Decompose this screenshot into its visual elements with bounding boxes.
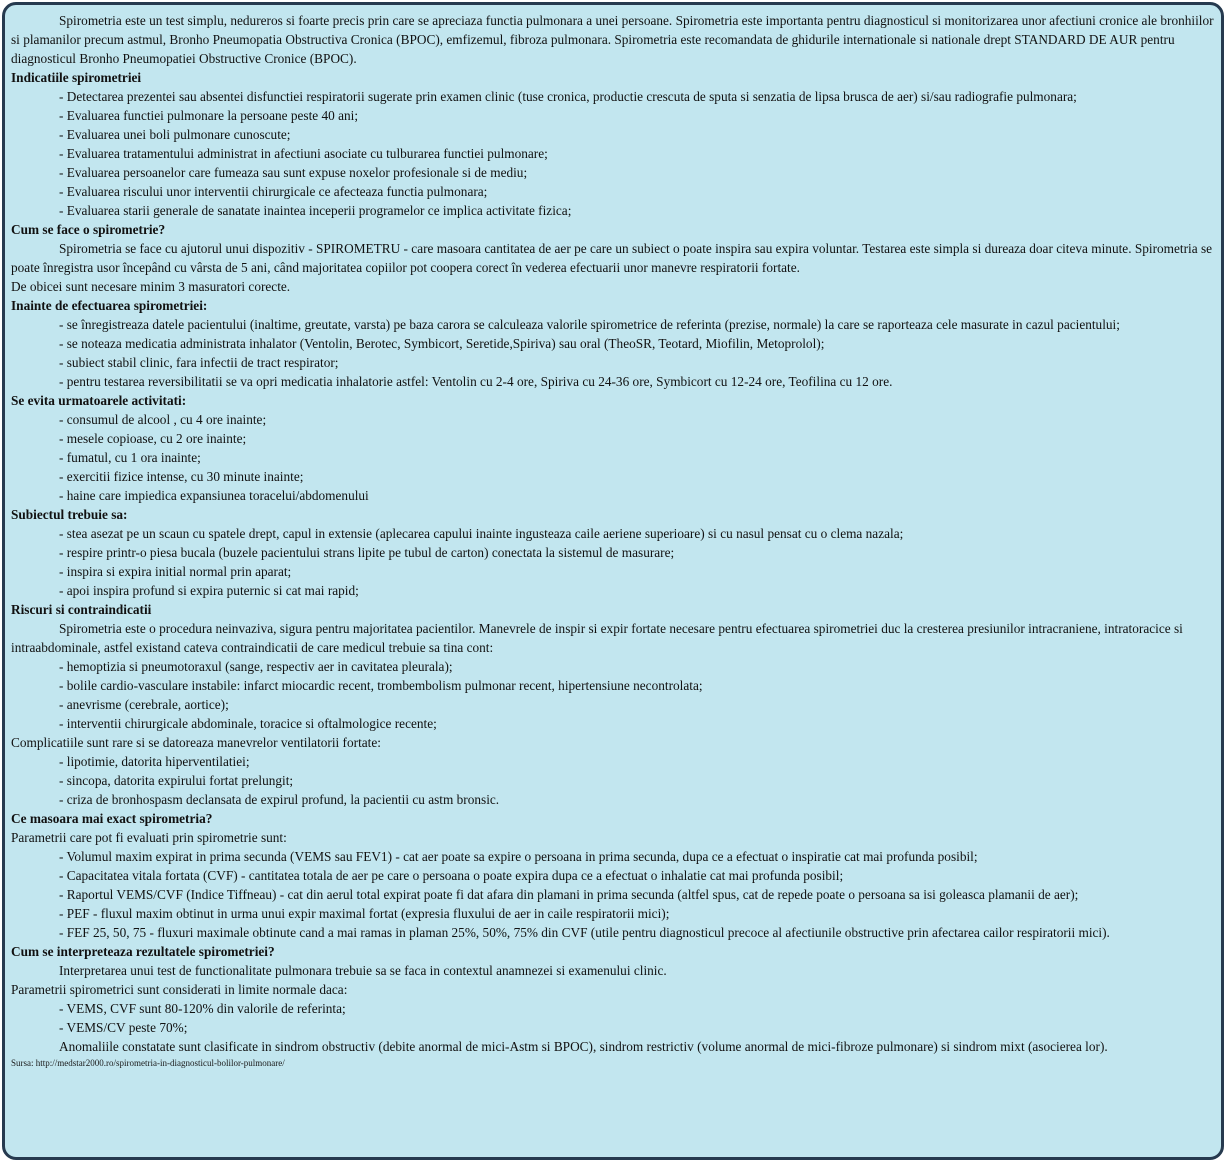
list-item: - Evaluarea tratamentului administrat in afectiuni asociate cu tulburarea functiei pulmonare;	[59, 146, 548, 161]
list-item: - VEMS, CVF sunt 80-120% din valorile de referinta;	[59, 1001, 346, 1016]
list-item: - Evaluarea unei boli pulmonare cunoscute;	[59, 127, 291, 142]
list-subiectul	[11, 524, 1215, 600]
heading-se-evita: Se evita urmatoarele activitati:	[11, 393, 187, 408]
list-se-evita	[11, 410, 1215, 505]
list-item: - Capacitatea vitala fortata (CVF) - cantitatea totala de aer pe care o persoana o poate expira dupa ce a efectuat o inhalatie cat mai profunda posibil;	[59, 868, 844, 883]
article-content	[11, 11, 1215, 1070]
list-item: - Volumul maxim expirat in prima secunda (VEMS sau FEV1) - cat aer poate sa expire o persoana in prima secunda, dupa ce a efectuat o inspiratie cat mai profunda posibil;	[59, 849, 978, 864]
source-citation: Sursa: http://medstar2000.ro/spirometria-in-diagnosticul-bolilor-pulmonare/	[11, 1058, 285, 1068]
list-item: - criza de bronhospasm declansata de expirul profund, la pacientii cu astm bronsic.	[59, 792, 500, 807]
list-item: - bolile cardio-vasculare instabile: infarct miocardic recent, trombembolism pulmonar recent, hipertensiune necontrolata;	[59, 678, 703, 693]
list-item: - Evaluarea starii generale de sanatate inaintea inceperii programelor ce implica activitate fizica;	[59, 203, 572, 218]
list-item: - Evaluarea riscului unor interventii chirurgicale ce afecteaza functia pulmonara;	[59, 184, 488, 199]
interpreteaza-paragraph: Interpretarea unui test de functionalitate pulmonara trebuie sa se faca in contextul anamnezei si examenului clinic.	[59, 963, 667, 978]
list-item: - mesele copioase, cu 2 ore inainte;	[59, 431, 247, 446]
heading-inainte: Inainte de efectuarea spirometriei:	[11, 298, 208, 313]
list-inainte	[11, 315, 1215, 391]
heading-indicatii: Indicatiile spirometriei	[11, 70, 142, 85]
list-item: - FEF 25, 50, 75 - fluxuri maximale obtinute cand a mai ramas in plaman 25%, 50%, 75% din CVF (utile pentru diagnosticul precoce al afectiunile obstructive prin afectarea cailor respiratorii mici).	[59, 925, 1110, 940]
heading-cum-se-face: Cum se face o spirometrie?	[11, 222, 166, 237]
complicatii-intro: Complicatiile sunt rare si se datoreaza manevrelor ventilatorii fortate:	[11, 735, 381, 750]
list-limite-normale	[11, 999, 1215, 1037]
list-item: - apoi inspira profund si expira puternic si cat mai rapid;	[59, 583, 359, 598]
cum-se-face-paragraph: Spirometria se face cu ajutorul unui dispozitiv - SPIROMETRU - care masoara cantitatea de aer pe care un subiect o poate inspira sau expira voluntar. Testarea este simpla si dureaza doar citeva minute. Spirometria se poate înregistra usor începând cu vârsta de 5 ani, când majoritatea copiilor pot coopera corect în vederea efectuarii unor manevre respiratorii fortate.	[11, 241, 1213, 275]
list-item: - Detectarea prezentei sau absentei disfunctiei respiratorii sugerate prin examen clinic (tuse cronica, productie crescuta de sputa si senzatia de lipsa brusca de aer) si/sau radiografie pulmonara;	[59, 89, 1077, 104]
list-parametri	[11, 847, 1215, 942]
list-item: - subiect stabil clinic, fara infectii de tract respirator;	[59, 355, 339, 370]
heading-subiectul: Subiectul trebuie sa:	[11, 507, 128, 522]
list-item: - hemoptizia si pneumotoraxul (sange, respectiv aer in cavitatea pleurala);	[59, 659, 453, 674]
heading-masoara: Ce masoara mai exact spirometria?	[11, 811, 213, 826]
list-item: - se înregistreaza datele pacientului (inaltime, greutate, varsta) pe baza carora se calculeaza valorile spirometrice de referinta (prezise, normale) la care se raporteaza cele masurate in cazul pacientului;	[59, 317, 1120, 332]
list-item: - se noteaza medicatia administrata inhalator (Ventolin, Berotec, Symbicort, Seretide,Spiriva) sau oral (TheoSR, Teotard, Miofilin, Metoprolol);	[59, 336, 825, 351]
list-item: - stea asezat pe un scaun cu spatele drept, capul in extensie (aplecarea capului inainte ingusteaza caile aeriene superioare) si cu nasul pensat cu o clema nazala;	[59, 526, 904, 541]
list-item: - Evaluarea functiei pulmonare la persoane peste 40 ani;	[59, 108, 359, 123]
list-item: - pentru testarea reversibilitatii se va opri medicatia inhalatorie astfel: Ventolin cu 2-4 ore, Spiriva cu 24-36 ore, Symbicort cu 12-24 ore, Teofilina cu 12 ore.	[59, 374, 893, 389]
list-item: - Evaluarea persoanelor care fumeaza sau sunt expuse noxelor profesionale si de mediu;	[59, 165, 528, 180]
list-item: - exercitii fizice intense, cu 30 minute inainte;	[59, 469, 304, 484]
cum-se-face-note: De obicei sunt necesare minim 3 masuratori corecte.	[11, 279, 291, 294]
heading-riscuri: Riscuri si contraindicatii	[11, 602, 152, 617]
article-panel	[2, 2, 1224, 1160]
intro-paragraph: Spirometria este un test simplu, nedureros si foarte precis prin care se apreciaza functia pulmonara a unei persoane. Spirometria este importanta pentru diagnosticul si monitorizarea unor afectiuni cronice ale bronhiilor si plamanilor precum astmul, Bronho Pneumopatia Obstructiva Cronica (BPOC), emfizemul, fibroza pulmonara. Spirometria este recomandata de ghidurile internationale si nationale drept STANDARD DE AUR pentru diagnosticul Bronho Pneumopatiei Obstructive Cronice (BPOC).	[11, 13, 1214, 66]
list-item: - anevrisme (cerebrale, aortice);	[59, 697, 229, 712]
list-item: - Raportul VEMS/CVF (Indice Tiffneau) - cat din aerul total expirat poate fi dat afara din plamani in prima secunda (altfel spus, cat de repede poate o persoana sa isi goleasca plamanii de aer);	[59, 887, 1079, 902]
list-complicatii	[11, 752, 1215, 809]
interpreteaza-intro: Parametrii spirometrici sunt considerati in limite normale daca:	[11, 982, 348, 997]
list-item: - lipotimie, datorita hiperventilatiei;	[59, 754, 250, 769]
riscuri-paragraph: Spirometria este o procedura neinvaziva, sigura pentru majoritatea pacientilor. Manevrele de inspir si expir fortate necesare pentru efectuarea spirometriei duc la cresterea presiunilor intracraniene, intratoracice si intraabdominale, astfel existand cateva contraindicatii de care medicul trebuie sa tina cont:	[11, 621, 1183, 655]
interpreteaza-closing: Anomaliile constatate sunt clasificate in sindrom obstructiv (debite anormal de mici-Astm si BPOC), sindrom restrictiv (volume anormal de mici-fibroze pulmonare) si sindrom mixt (asocierea lor).	[59, 1039, 1108, 1054]
list-item: - VEMS/CV peste 70%;	[59, 1020, 188, 1035]
list-item: - interventii chirurgicale abdominale, toracice si oftalmologice recente;	[59, 716, 437, 731]
list-item: - consumul de alcool , cu 4 ore inainte;	[59, 412, 267, 427]
list-item: - inspira si expira initial normal prin aparat;	[59, 564, 292, 579]
list-indicatii	[11, 87, 1215, 220]
list-contraindicatii	[11, 657, 1215, 733]
list-item: - haine care impiedica expansiunea toracelui/abdomenului	[59, 488, 369, 503]
list-item: - PEF - fluxul maxim obtinut in urma unui expir maximal fortat (expresia fluxului de aer in caile respiratorii mici);	[59, 906, 670, 921]
masoara-intro: Parametrii care pot fi evaluati prin spirometrie sunt:	[11, 830, 287, 845]
list-item: - respire printr-o piesa bucala (buzele pacientului strans lipite pe tubul de carton) conectata la sistemul de masurare;	[59, 545, 675, 560]
list-item: - sincopa, datorita expirului fortat prelungit;	[59, 773, 294, 788]
heading-interpreteaza: Cum se interpreteaza rezultatele spirometriei?	[11, 944, 275, 959]
list-item: - fumatul, cu 1 ora inainte;	[59, 450, 201, 465]
